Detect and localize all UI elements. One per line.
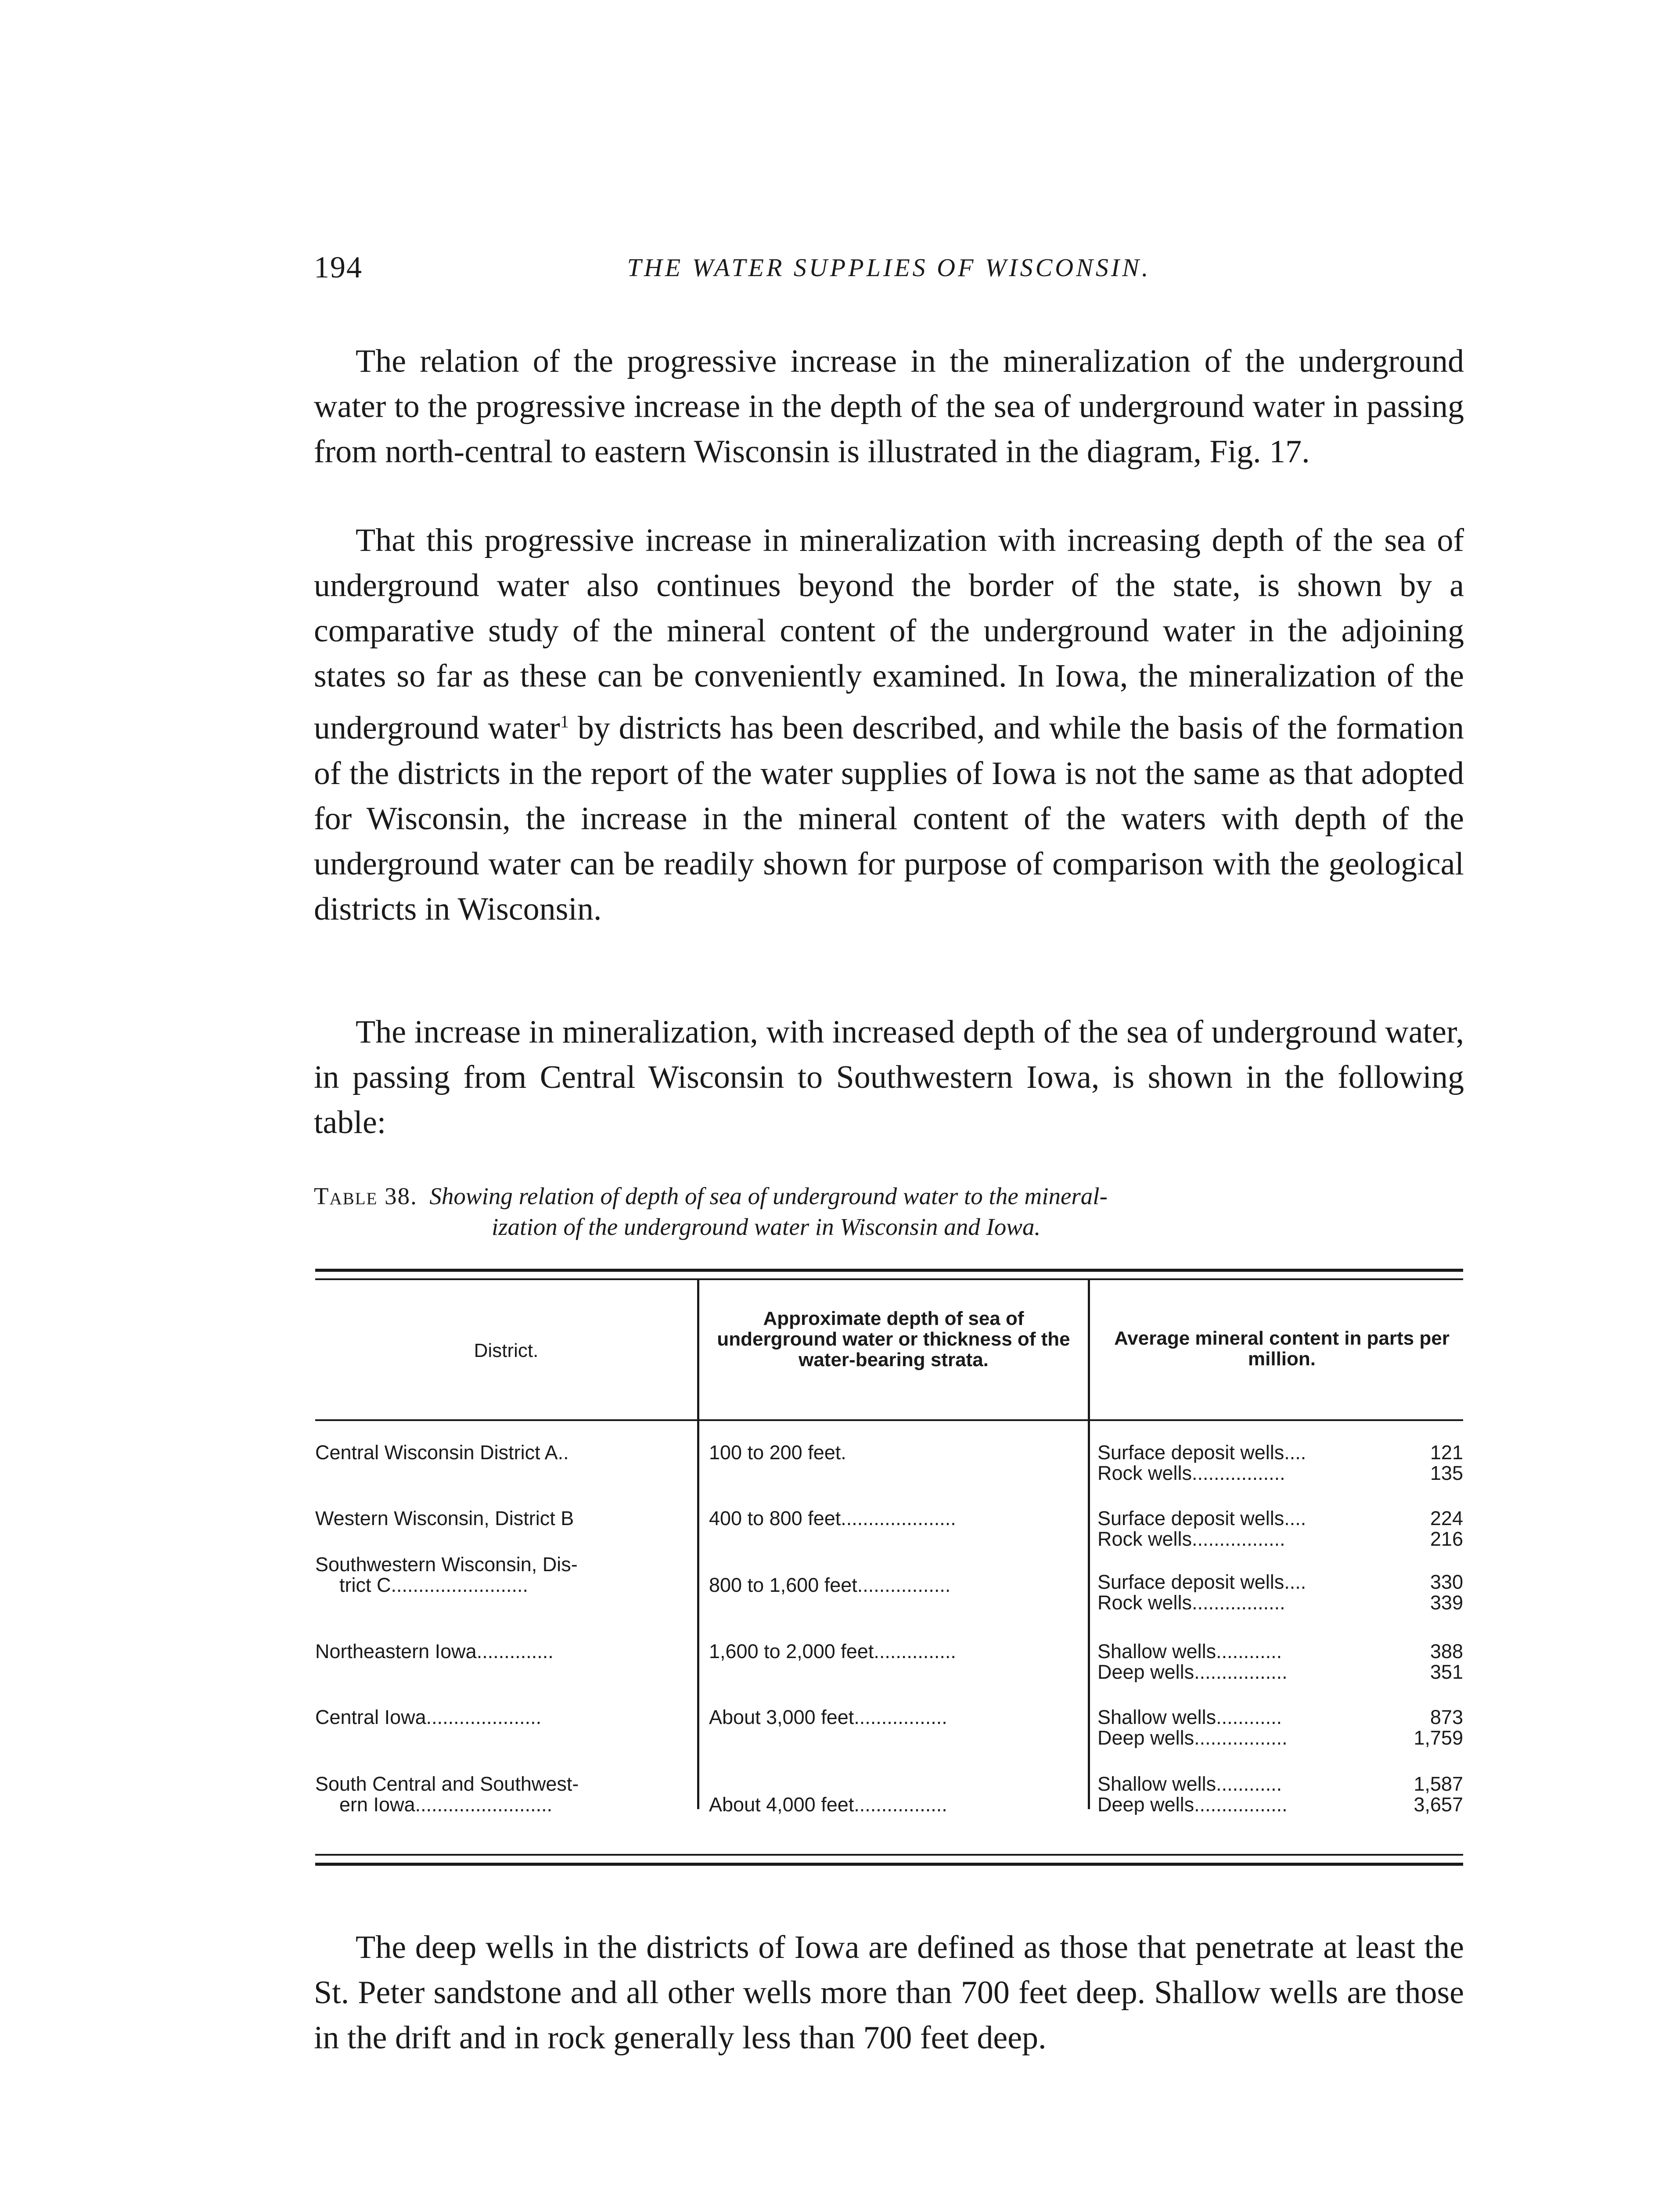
mineral-line bbox=[1097, 1641, 1463, 1662]
footnote-ref: 1 bbox=[560, 712, 569, 731]
mineral-value: 1,587 bbox=[1414, 1773, 1463, 1795]
column-header-mineral-content: Average mineral content in parts per million. bbox=[1114, 1328, 1450, 1370]
district-cell bbox=[315, 1707, 693, 1727]
district-cell bbox=[315, 1774, 693, 1815]
mineral-cell bbox=[1097, 1641, 1463, 1682]
district-name: South Central and Southwest- bbox=[315, 1774, 579, 1795]
district-cell bbox=[315, 1554, 693, 1595]
table-caption bbox=[314, 1181, 1464, 1242]
depth-cell: 400 to 800 feet..................... bbox=[709, 1508, 956, 1529]
mineral-value: 224 bbox=[1430, 1507, 1463, 1529]
paragraph-2 bbox=[314, 518, 1464, 932]
mineral-value: 135 bbox=[1430, 1462, 1463, 1484]
mineral-line bbox=[1097, 1707, 1463, 1727]
district-cell bbox=[315, 1508, 693, 1529]
mineral-value: 388 bbox=[1430, 1640, 1463, 1662]
table-caption-text: Showing relation of depth of sea of underground water to the mineral- bbox=[429, 1183, 1108, 1209]
mineral-value: 873 bbox=[1430, 1706, 1463, 1728]
mineral-line bbox=[1097, 1508, 1463, 1529]
running-title: THE WATER SUPPLIES OF WISCONSIN. bbox=[627, 253, 1151, 282]
paragraph-3: The increase in mineralization, with increased depth of the sea of underground water, in passing from Central Wisconsin to Southwestern Iowa, is shown in the following table: bbox=[314, 1014, 1464, 1141]
mineral-value: 339 bbox=[1430, 1591, 1463, 1614]
well-type: Deep wells................. bbox=[1097, 1662, 1288, 1682]
table-header-rule bbox=[315, 1419, 1463, 1421]
district-name: Southwestern Wisconsin, Dis- bbox=[315, 1554, 578, 1576]
well-type: Deep wells................. bbox=[1097, 1794, 1288, 1815]
mineral-line bbox=[1097, 1442, 1463, 1463]
mineral-value: 330 bbox=[1430, 1571, 1463, 1593]
mineral-line bbox=[1097, 1463, 1463, 1483]
district-name: Central Iowa..................... bbox=[315, 1707, 542, 1727]
mineral-cell bbox=[1097, 1572, 1463, 1613]
table-caption-line-1 bbox=[314, 1181, 1464, 1212]
mineral-line bbox=[1097, 1662, 1463, 1682]
well-type: Surface deposit wells.... bbox=[1097, 1442, 1306, 1463]
district-name-continued: ern Iowa......................... bbox=[339, 1793, 553, 1815]
mineral-line bbox=[1097, 1572, 1463, 1592]
closing-paragraph: The deep wells in the districts of Iowa are defined as those that penetrate at least the St. Peter sandstone and all other wells more than 700 feet deep. Shallow wells are those in the drift and in rock generally less than 700 feet deep. bbox=[314, 1929, 1464, 2056]
district-name: Northeastern Iowa.............. bbox=[315, 1641, 554, 1662]
mineral-line bbox=[1097, 1592, 1463, 1613]
mineral-cell bbox=[1097, 1774, 1463, 1815]
paragraph-1: The relation of the progressive increase in the mineralization of the underground water to the progressive increase in the depth of the sea of underground water in passing from north-central to eastern Wisconsin is illustrated in the diagram, Fig. 17. bbox=[314, 343, 1464, 470]
page-header bbox=[314, 250, 1464, 290]
column-header-depth: Approximate depth of sea of underground water or thickness of the water-bearing strata. bbox=[717, 1308, 1070, 1371]
table-top-rule-inner bbox=[315, 1278, 1463, 1280]
table-top-rule bbox=[315, 1269, 1463, 1272]
mineral-cell bbox=[1097, 1442, 1463, 1483]
depth-cell: 800 to 1,600 feet................. bbox=[709, 1575, 951, 1595]
mineral-cell bbox=[1097, 1508, 1463, 1549]
district-cell bbox=[315, 1442, 693, 1463]
well-type: Surface deposit wells.... bbox=[1097, 1572, 1306, 1592]
mineral-line bbox=[1097, 1774, 1463, 1794]
column-header-district: District. bbox=[474, 1340, 539, 1361]
well-type: Shallow wells............ bbox=[1097, 1641, 1282, 1662]
district-cell bbox=[315, 1641, 693, 1662]
mineral-cell bbox=[1097, 1707, 1463, 1748]
depth-cell: 1,600 to 2,000 feet............... bbox=[709, 1641, 956, 1662]
district-name: Western Wisconsin, District B bbox=[315, 1508, 574, 1529]
paragraph-2-text-b: by districts has been described, and while the basis of the formation of the districts in the report of the water supplies of Iowa is not the same as that adopted for Wisconsin, the increase in the mineral content of the waters with depth of the underground water can be readily shown for purpose of comparison with the geological districts in Wisconsin. bbox=[314, 710, 1464, 927]
well-type: Rock wells................. bbox=[1097, 1592, 1285, 1613]
well-type: Shallow wells............ bbox=[1097, 1707, 1282, 1727]
table-label: Table 38. bbox=[314, 1183, 417, 1209]
table-caption-line-2: ization of the underground water in Wisconsin and Iowa. bbox=[492, 1213, 1041, 1240]
depth-cell: 100 to 200 feet. bbox=[709, 1442, 846, 1463]
well-type: Shallow wells............ bbox=[1097, 1774, 1282, 1794]
paragraph-2-text-a: That this progressive increase in mineralization with increasing depth of the sea of underground water also continues beyond the border of the state, is shown by a comparative study of the mineral content of the underground water in the adjoining states so far as these can be conveniently examined. In Iowa, the mineralization of the underground water bbox=[314, 522, 1464, 746]
district-name-continued: trict C......................... bbox=[339, 1574, 529, 1595]
mineral-value: 351 bbox=[1430, 1661, 1463, 1683]
mineral-value: 3,657 bbox=[1414, 1793, 1463, 1816]
table-column-divider-1 bbox=[697, 1280, 699, 1809]
table-bottom-rule bbox=[315, 1863, 1463, 1866]
page-number: 194 bbox=[314, 251, 363, 284]
table-bottom-rule-inner bbox=[315, 1854, 1463, 1856]
mineral-line bbox=[1097, 1727, 1463, 1748]
mineral-value: 216 bbox=[1430, 1528, 1463, 1550]
mineral-value: 121 bbox=[1430, 1441, 1463, 1464]
mineral-line bbox=[1097, 1794, 1463, 1815]
district-name: Central Wisconsin District A.. bbox=[315, 1442, 569, 1463]
table-column-divider-2 bbox=[1088, 1280, 1090, 1809]
depth-cell: About 3,000 feet................. bbox=[709, 1707, 947, 1727]
well-type: Rock wells................. bbox=[1097, 1529, 1285, 1549]
mineral-line bbox=[1097, 1529, 1463, 1549]
depth-cell: About 4,000 feet................. bbox=[709, 1794, 947, 1815]
well-type: Surface deposit wells.... bbox=[1097, 1508, 1306, 1529]
well-type: Deep wells................. bbox=[1097, 1727, 1288, 1748]
mineral-value: 1,759 bbox=[1414, 1727, 1463, 1749]
well-type: Rock wells................. bbox=[1097, 1463, 1285, 1483]
